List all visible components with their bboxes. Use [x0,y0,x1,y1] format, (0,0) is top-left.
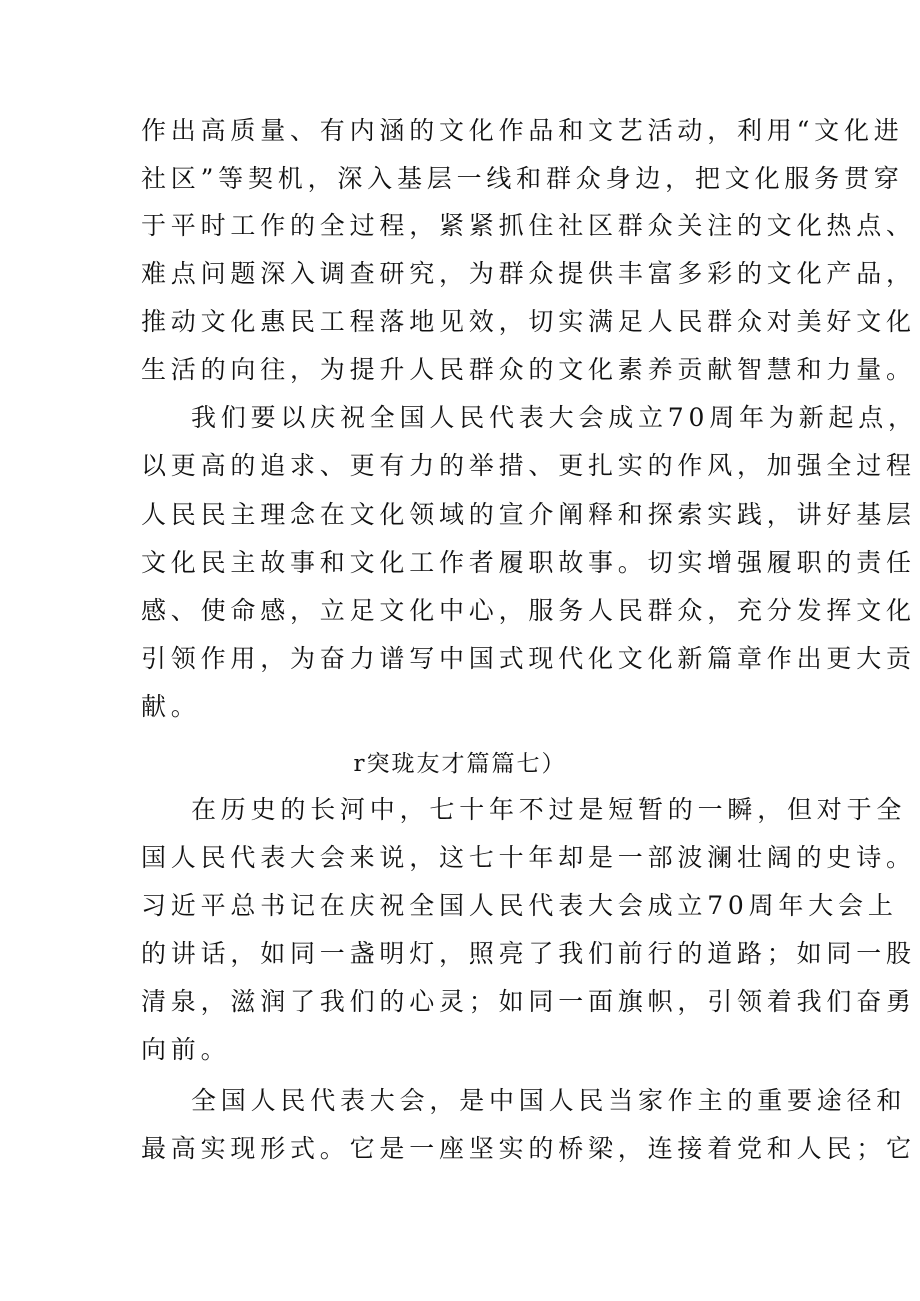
paragraph-line: 引领作用，为奋力谱写中国式现代化文化新篇章作出更大贡 [141,644,916,673]
paragraph-line: 推动文化惠民工程落地见效，切实满足人民群众对美好文化 [141,307,916,336]
paragraph-line: 向前。 [141,1035,231,1064]
paragraph-line: 在历史的长河中，七十年不过是短暂的一瞬，但对于全 [191,795,907,824]
paragraph-line: 的讲话，如同一盏明灯，照亮了我们前行的道路；如同一股 [141,939,916,968]
paragraph-line: 国人民代表大会来说，这七十年却是一部波澜壮阔的史诗。 [141,843,916,872]
paragraph-line: 最高实现形式。它是一座坚实的桥梁，连接着党和人民；它 [141,1134,916,1163]
paragraph-line: 文化民主故事和文化工作者履职故事。切实增强履职的责任 [141,548,916,577]
paragraph-line: 人民民主理念在文化领域的宣介阐释和探索实践，讲好基层 [141,500,916,529]
paragraph-line: 生活的向往，为提升人民群众的文化素养贡献智慧和力量。 [141,355,916,384]
paragraph-line: 感、使命感，立足文化中心，服务人民群众，充分发挥文化 [141,596,916,625]
paragraph-line: 难点问题深入调查研究，为群众提供丰富多彩的文化产品， [141,259,916,288]
paragraph-line: 我们要以庆祝全国人民代表大会成立70周年为新起点， [191,403,918,432]
paragraph-line: 全国人民代表大会，是中国人民当家作主的重要途径和 [191,1086,907,1115]
paragraph-line: 习近平总书记在庆祝全国人民代表大会成立70周年大会上 [141,891,898,920]
section-heading: r突珑友才篇篇七） [353,751,567,777]
paragraph-line: 献。 [141,692,201,721]
paragraph-line: 于平时工作的全过程，紧紧抓住社区群众关注的文化热点、 [141,211,916,240]
paragraph-line: 清泉，滋润了我们的心灵；如同一面旗帜，引领着我们奋勇 [141,987,916,1016]
paragraph-line: 以更高的追求、更有力的举措、更扎实的作风，加强全过程 [141,451,916,480]
paragraph-line: 作出高质量、有内涵的文化作品和文艺活动，利用“文化进 [141,116,904,145]
paragraph-line: 社区”等契机，深入基层一线和群众身边，把文化服务贯穿 [141,164,904,193]
